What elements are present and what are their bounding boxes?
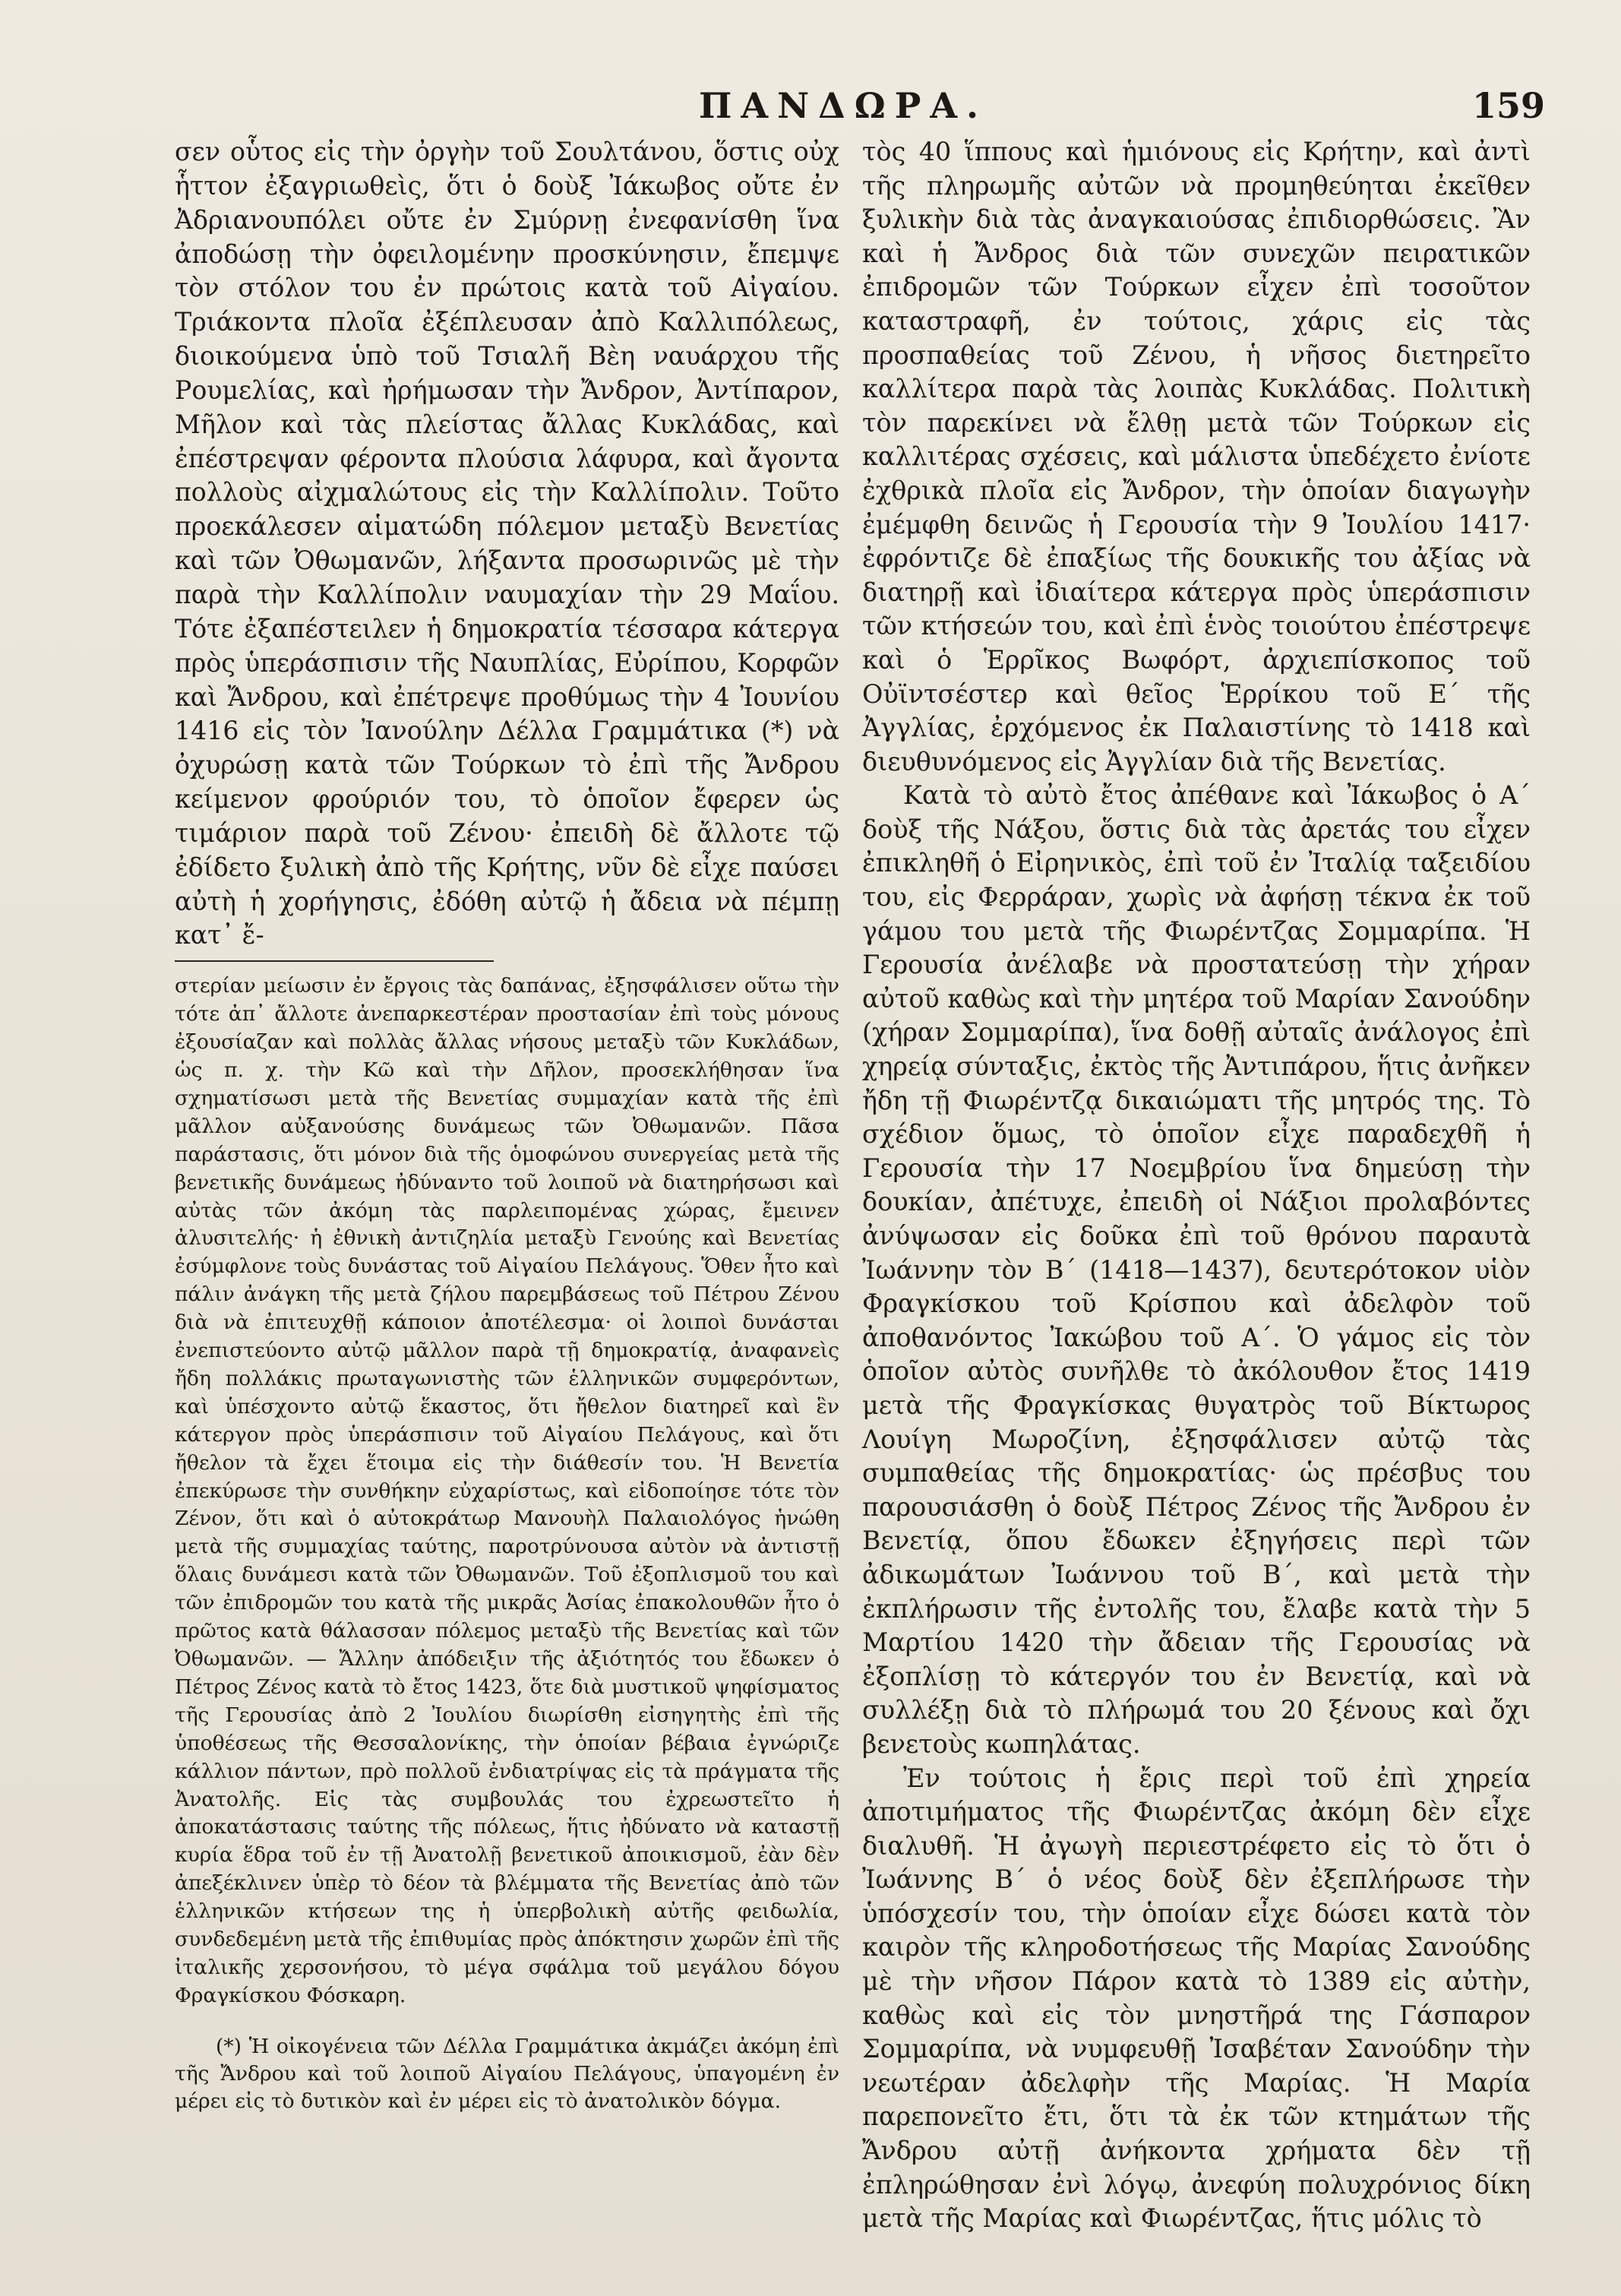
right-paragraph-1: τὸς 40 ἵππους καὶ ἡμιόνους εἰς Κρήτην, καὶ ἀντὶ τῆς πληρωμῆς αὐτῶν νὰ προμηθεύηται ἐκεῖθεν ξυλικὴν διὰ τὰς ἀναγκαιούσας ἐπιδιορθώσεις. Ἂν καὶ ἡ Ἄνδρος διὰ τῶν συνεχῶν πειρατικῶν ἐπιδρομῶν τῶν Τούρκων εἶχεν ἐπὶ τοσοῦτον καταστραφῆ, ἐν τούτοις, χάρις εἰς τὰς προσπαθείας τοῦ Ζένου, ἡ νῆσος διετηρεῖτο καλλίτερα παρὰ τὰς λοιπὰς Κυκλάδας. Πολιτικὴ τὸν παρεκίνει νὰ ἔλθῃ μετὰ τῶν Τούρκων εἰς καλλιτέρας σχέσεις, καὶ μάλιστα ὑπεδέχετο ἐνίοτε ἐχθρικὰ πλοῖα εἰς Ἄνδρον, τὴν ὁποίαν διαγωγὴν ἐμέμφθη δεινῶς ἡ Γερουσία τὴν 9 Ἰουλίου 1417· ἐφρόντιζε δὲ ἐπαξίως τῆς δουκικῆς του ἀξίας νὰ διατηρῇ καὶ ἰδιαίτερα κάτεργα πρὸς ὑπεράσπισιν τῶν κτήσεών του, καὶ ἐπὶ ἑνὸς τοιούτου ἐπέστρεψε καὶ ὁ Ἑρρῖκος Βωφόρτ, ἀρχιεπίσκοπος τοῦ Οὐϊντσέστερ καὶ θεῖος Ἑρρίκου τοῦ Ε΄ τῆς Ἀγγλίας, ἐρχόμενος ἐκ Παλαιστίνης τὸ 1418 καὶ διευθυνόμενος εἰς Ἀγγλίαν διὰ τῆς Βενετίας. [862, 137, 1531, 776]
right-paragraph-3: Ἐν τούτοις ἡ ἔρις περὶ τοῦ ἐπὶ χηρεία ἀποτιμήματος τῆς Φιωρέντζας ἀκόμη δὲν εἶχε διαλυθῆ. Ἡ ἀγωγὴ περιεστρέφετο εἰς τὸ ὅτι ὁ Ἰωάννης Β΄ ὁ νέος δοὺξ δὲν ἐξεπλήρωσε τὴν ὑπόσχεσίν του, τὴν ὁποίαν εἶχε δώσει κατὰ τὸν καιρὸν τῆς κληροδοτήσεως τῆς Μαρίας Σανούδης μὲ τὴν νῆσον Πάρον κατὰ τὸ 1389 εἰς αὐτὴν, καθὼς καὶ εἰς τὸν μνηστῆρά της Γάσπαρον Σομμαρίπα, νὰ νυμφευθῇ Ἰσαβέταν Σανούδην τὴν νεωτέραν ἀδελφὴν τῆς Μαρίας. Ἡ Μαρία παρεπονεῖτο ἔτι, ὅτι τὰ ἐκ τῶν κτημάτων τῆς Ἄνδρου αὐτῇ ἀνήκοντα χρήματα δὲν τῇ ἐπληρώθησαν ἐνὶ λόγῳ, ἀνεφύη πολυχρόνιος δίκη μετὰ τῆς Μαρίας καὶ Φιωρέντζας, ἥτις μόλις τὸ [862, 1763, 1531, 2234]
left-column [175, 135, 839, 2115]
right-column [862, 135, 1531, 2236]
page-number: 159 [1471, 85, 1545, 126]
footnote-divider [175, 960, 494, 962]
left-note-text: στερίαν μείωσιν ἐν ἔργοις τὰς δαπάνας, ἐξησφάλισεν οὕτω τὴν τότε ἀπ᾽ ἄλλοτε ἀνεπαρκεστέραν προστασίαν ἐπὶ τοὺς μόνους ἐξουσίαζαν καὶ πολλὰς ἄλλας νήσους μεταξὺ τῶν Κυκλάδων, ὡς π. χ. τὴν Κῶ καὶ τὴν Δῆλον, προσεκλήθησαν ἵνα σχηματίσωσι μετὰ τῆς Βενετίας συμμαχίαν κατὰ τῆς ἐπὶ μᾶλλον αὐξανούσης δυνάμεως τῶν Ὀθωμανῶν. Πᾶσα παράστασις, ὅτι μόνον διὰ τῆς ὁμοφώνου συνεργείας μετὰ τῆς βενετικῆς δυνάμεως ἠδύναντο τοῦ λοιποῦ νὰ διατηρήσωσι καὶ αὐτὰς τῶν ἀκόμη τὰς παρλειπομένας χώρας, ἔμεινεν ἀλυσιτελής· ἡ ἐθνικὴ ἀντιζηλία μεταξὺ Γενούης καὶ Βενετίας ἐσύμφλονε τοὺς δυνάστας τοῦ Αἰγαίου Πελάγους. Ὅθεν ἦτο καὶ πάλιν ἀνάγκη τῆς μετὰ ζήλου παρεμβάσεως τοῦ Πέτρου Ζένου διὰ νὰ ἐπιτευχθῇ κάποιον ἀποτέλεσμα· οἱ λοιποὶ δυνάσται ἐνεπιστεύοντο αὐτῷ μᾶλλον παρὰ τῇ δημοκρατίᾳ, ἀναφανεὶς ἤδη πολλάκις πρωταγωνιστὴς τῶν ἑλληνικῶν συμφερόντων, καὶ ὑπέσχοντο αὐτῷ ἕκαστος, ὅτι ἤθελον διατηρεῖ καὶ ἓν κάτεργον πρὸς ὑπεράσπισιν τοῦ Αἰγαίου Πελάγους, καὶ ὅτι ἤθελον τὰ ἔχει ἕτοιμα εἰς τὴν διάθεσίν του. Ἡ Βενετία ἐπεκύρωσε τὴν συνθήκην εὐχαρίστως, καὶ εἰδοποίησε τότε τὸν Ζένον, ὅτι καὶ ὁ αὐτοκράτωρ Μανουὴλ Παλαιολόγος ἡνώθη μετὰ τῆς συμμαχίας ταύτης, παροτρύνουσα αὐτὸν νὰ ἀντιστῇ ὅλαις δυνάμεσι κατὰ τῶν Ὀθωμανῶν. Τοῦ ἐξοπλισμοῦ του καὶ τῶν ἐπιδρομῶν του κατὰ τῆς μικρᾶς Ἀσίας ἐπακολουθῶν ἦτο ὁ πρῶτος κατὰ θάλασσαν πόλεμος μεταξὺ τῆς Βενετίας καὶ τῶν Ὀθωμανῶν. — Ἄλλην ἀπόδειξιν τῆς ἀξιότητός του ἔδωκεν ὁ Πέτρος Ζένος κατὰ τὸ ἔτος 1423, ὅτε διὰ μυστικοῦ ψηφίσματος τῆς Γερουσίας ἀπὸ 2 Ἰουλίου διωρίσθη εἰσηγητὴς ἐπὶ τῆς ὑποθέσεως τῆς Θεσσαλονίκης, τὴν ὁποίαν βέβαια ἐγνώριζε κάλλιον πάντων, πρὸ πολλοῦ ἐνδιατρίψας εἰς τὰ πράγματα τῆς Ἀνατολῆς. Εἰς τὰς συμβουλάς του ἐχρεωστεῖτο ἡ ἀποκατάστασις ταύτης τῆς πόλεως, ἥτις ἠδύνατο νὰ καταστῇ κυρία ἕδρα τοῦ ἐν τῇ Ἀνατολῇ βενετικοῦ ἀποικισμοῦ, ἐὰν δὲν ἀπεξέκλινεν ὑπὲρ τὸ δέον τὰ βλέμματα τῆς Βενετίας ἀπὸ τῶν ἑλληνικῶν κτήσεων της ἡ ὑπερβολικὴ αὐτῆς φειδωλία, συνδεδεμένη μετὰ τῆς ἐπιθυμίας πρὸς ἀπόκτησιν χωρῶν ἐπὶ τῆς ἰταλικῆς χερσονήσου, τὸ μέγα σφάλμα τοῦ μεγάλου δόγου Φραγκίσκου Φόσκαρη. [175, 974, 839, 2007]
footnote: (*) Ἡ οἰκογένεια τῶν Δέλλα Γραμμάτικα ἀκμάζει ἀκόμη ἐπὶ τῆς Ἄνδρου καὶ τοῦ λοιποῦ Αἰγαίου Πελάγους, ὑπαγομένη ἐν μέρει εἰς τὸ δυτικὸν καὶ ἐν μέρει εἰς τὸ ἀνατολικὸν δόγμα. [175, 2034, 839, 2113]
right-paragraph-2: Κατὰ τὸ αὐτὸ ἔτος ἀπέθανε καὶ Ἰάκωβος ὁ Α΄ δοὺξ τῆς Νάξου, ὅστις διὰ τὰς ἀρετάς του εἶχεν ἐπικληθῆ ὁ Εἰρηνικὸς, ἐπὶ τοῦ ἐν Ἰταλίᾳ ταξειδίου του, εἰς Φερράραν, χωρὶς νὰ ἀφήσῃ τέκνα ἐκ τοῦ γάμου του μετὰ τῆς Φιωρέντζας Σομμαρίπα. Ἡ Γερουσία ἀνέλαβε νὰ προστατεύσῃ τὴν χήραν αὐτοῦ καθὼς καὶ τὴν μητέρα τοῦ Μαρίαν Σανούδην (χήραν Σομμαρίπα), ἵνα δοθῇ αὐταῖς ἀνάλογος ἐπὶ χηρείᾳ σύνταξις, ἐκτὸς τῆς Ἀντιπάρου, ἥτις ἀνῆκεν ἤδη τῇ Φιωρέντζᾳ δικαιώματι τῆς μητρός της. Τὸ σχέδιον ὅμως, τὸ ὁποῖον εἶχε παραδεχθῆ ἡ Γερουσία τὴν 17 Νοεμβρίου ἵνα δημεύσῃ τὴν δουκίαν, ἀπέτυχε, ἐπειδὴ οἱ Νάξιοι προλαβόντες ἀνύψωσαν εἰς δοῦκα ἐπὶ τοῦ θρόνου παραυτὰ Ἰωάννην τὸν Β΄ (1418—1437), δευτερότοκον υἱὸν Φραγκίσκου τοῦ Κρίσπου καὶ ἀδελφὸν τοῦ ἀποθανόντος Ἰακώβου τοῦ Α΄. Ὁ γάμος εἰς τὸν ὁποῖον αὐτὸς συνῆλθε τὸ ἀκόλουθον ἔτος 1419 μετὰ τῆς Φραγκίσκας θυγατρὸς τοῦ Βίκτωρος Λουίγη Μωροζίνη, ἐξησφάλισεν αὐτῷ τὰς συμπαθείας τῆς δημοκρατίας· ὡς πρέσβυς του παρουσιάσθη ὁ δοὺξ Πέτρος Ζένος τῆς Ἄνδρου ἐν Βενετίᾳ, ὅπου ἔδωκεν ἐξηγήσεις περὶ τῶν ἀδικωμάτων Ἰωάννου τοῦ Β΄, καὶ μετὰ τὴν ἐκπλήρωσιν τῆς ἐντολῆς του, ἔλαβε κατὰ τὴν 5 Μαρτίου 1420 τὴν ἄδειαν τῆς Γερουσίας νὰ ἐξοπλίσῃ τὸ κάτεργόν του ἐν Βενετίᾳ, καὶ νὰ συλλέξῃ διὰ τὸ πλήρωμά του 20 ξένους καὶ ὄχι βενετοὺς κωπηλάτας. [862, 780, 1531, 1759]
running-title: ΠΑΝΔΩΡΑ. [698, 85, 988, 126]
left-main-text: σεν οὗτος εἰς τὴν ὀργὴν τοῦ Σουλτάνου, ὅστις οὐχ ἧττον ἐξαγριωθεὶς, ὅτι ὁ δοὺξ Ἰάκωβος οὔτε ἐν Ἀδριανουπόλει οὔτε ἐν Σμύρνῃ ἐνεφανίσθη ἵνα ἀποδώσῃ τὴν ὀφειλομένην προσκύνησιν, ἔπεμψε τὸν στόλον του ἐν πρώτοις κατὰ τοῦ Αἰγαίου. Τριάκοντα πλοῖα ἐξέπλευσαν ἀπὸ Καλλιπόλεως, διοικούμενα ὑπὸ τοῦ Τσιαλῆ Βὲη ναυάρχου τῆς Ρουμελίας, καὶ ἠρήμωσαν τὴν Ἄνδρον, Ἀντίπαρον, Μῆλον καὶ τὰς πλείστας ἄλλας Κυκλάδας, καὶ ἐπέστρεψαν φέροντα πλούσια λάφυρα, καὶ ἄγοντα πολλοὺς αἰχμαλώτους εἰς τὴν Καλλίπολιν. Τοῦτο προεκάλεσεν αἱματώδη πόλεμον μεταξὺ Βενετίας καὶ τῶν Ὀθωμανῶν, λήξαντα προσωρινῶς μὲ τὴν παρὰ τὴν Καλλίπολιν ναυμαχίαν τὴν 29 Μαΐου. Τότε ἐξαπέστειλεν ἡ δημοκρατία τέσσαρα κάτεργα πρὸς ὑπεράσπισιν τῆς Ναυπλίας, Εὐρίπου, Κορφῶν καὶ Ἄνδρου, καὶ ἐπέτρεψε προθύμως τὴν 4 Ἰουνίου 1416 εἰς τὸν Ἰανούλην Δέλλα Γραμμάτικα (*) νὰ ὀχυρώσῃ κατὰ τῶν Τούρκων τὸ ἐπὶ τῆς Ἄνδρου κείμενον φρούριόν του, τὸ ὁποῖον ἔφερεν ὡς τιμάριον παρὰ τοῦ Ζένου· ἐπειδὴ δὲ ἄλλοτε τῷ ἐδίδετο ξυλικὴ ἀπὸ τῆς Κρήτης, νῦν δὲ εἶχε παύσει αὐτὴ ἡ χορήγησις, ἐδόθη αὐτῷ ἡ ἄδεια νὰ πέμπῃ κατ᾽ ἔ- [175, 137, 839, 950]
